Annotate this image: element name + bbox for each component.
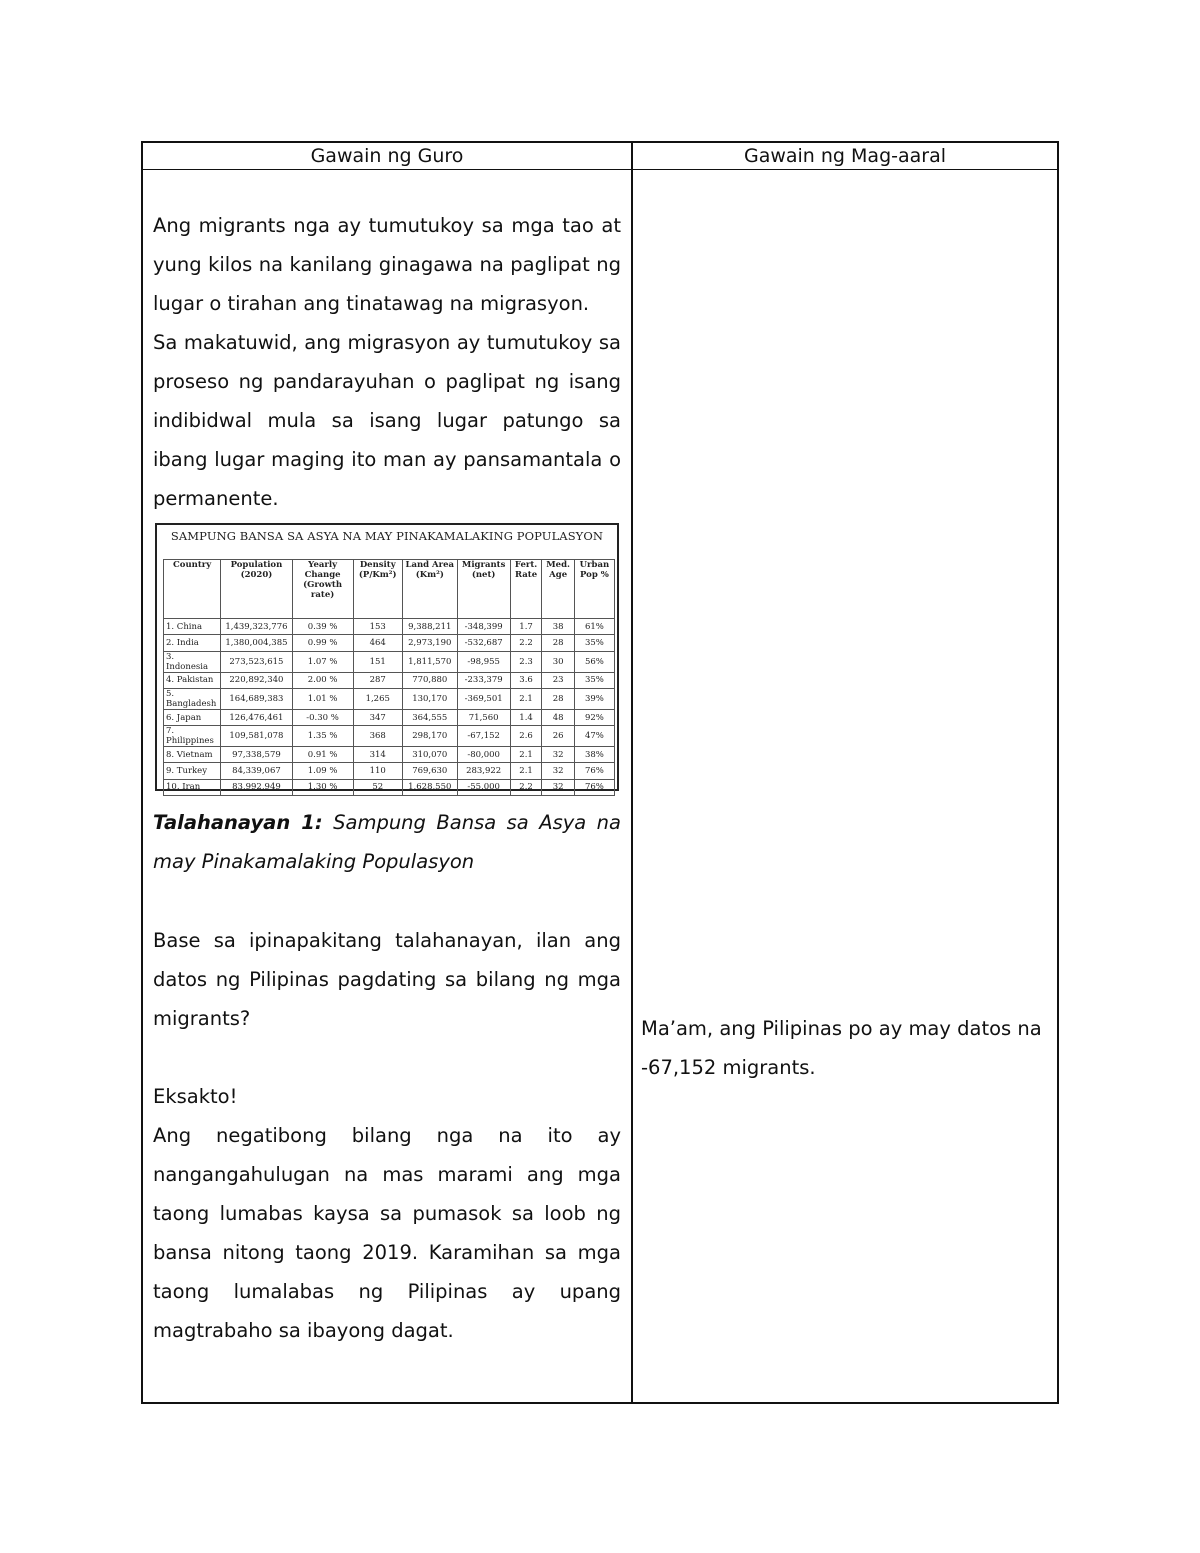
population-table-cell: 2.1 (510, 763, 542, 779)
population-table-cell: 1.07 % (292, 651, 353, 672)
country-cell: 3. Indonesia (164, 651, 221, 672)
student-answer: Ma’am, ang Pilipinas po ay may datos na -67,152 migrants. (641, 1017, 1042, 1079)
population-table-cell: 35% (574, 672, 614, 688)
population-table-cell: 347 (353, 709, 402, 725)
population-table-cell: 153 (353, 619, 402, 635)
population-table-cell: 298,170 (402, 726, 457, 747)
country-cell: 2. India (164, 635, 221, 651)
population-table-cell: 84,339,067 (221, 763, 292, 779)
population-table (163, 559, 615, 796)
population-table-cell: -55,000 (457, 779, 510, 795)
population-table-cell: 368 (353, 726, 402, 747)
population-column-header: Med. Age (542, 560, 574, 619)
population-table-cell: -80,000 (457, 747, 510, 763)
population-table-row (164, 651, 615, 672)
header-divider (143, 169, 1057, 170)
teacher-exclaim: Eksakto! (153, 1085, 238, 1108)
population-table-cell: 35% (574, 635, 614, 651)
country-cell: 5. Bangladesh (164, 688, 221, 709)
population-table-cell: 2.6 (510, 726, 542, 747)
population-column-header: Land Area (Km²) (402, 560, 457, 619)
population-table-image (155, 523, 619, 791)
population-table-row (164, 635, 615, 651)
population-column-header: Country (164, 560, 221, 619)
population-table-cell: 2.1 (510, 688, 542, 709)
population-table-cell: 464 (353, 635, 402, 651)
population-table-cell: 1,380,004,385 (221, 635, 292, 651)
population-table-cell: 0.99 % (292, 635, 353, 651)
population-table-cell: 2.3 (510, 651, 542, 672)
population-table-row (164, 763, 615, 779)
population-table-cell: 32 (542, 747, 574, 763)
population-table-cell: 770,880 (402, 672, 457, 688)
population-table-cell: 30 (542, 651, 574, 672)
population-table-cell: 47% (574, 726, 614, 747)
population-table-cell: 283,922 (457, 763, 510, 779)
country-cell: 1. China (164, 619, 221, 635)
population-table-cell: 97,338,579 (221, 747, 292, 763)
population-table-cell: 9,388,211 (402, 619, 457, 635)
population-column-header: Population (2020) (221, 560, 292, 619)
population-table-cell: 769,630 (402, 763, 457, 779)
migrants-definition-paragraph: Ang migrants nga ay tumutukoy sa mga tao at yung kilos na kanilang ginagawa na paglipat ng lugar o tirahan ang tinatawag na migrasyon. (153, 214, 621, 315)
table-caption-label: Talahanayan 1: (153, 811, 323, 834)
population-table-cell: -233,379 (457, 672, 510, 688)
country-cell: 6. Japan (164, 709, 221, 725)
population-table-cell: 2,973,190 (402, 635, 457, 651)
population-table-cell: 1,628,550 (402, 779, 457, 795)
population-table-title: SAMPUNG BANSA SA ASYA NA MAY PINAKAMALAKING POPULASYON (170, 529, 604, 543)
population-table-cell: 2.1 (510, 747, 542, 763)
population-table-cell: 38% (574, 747, 614, 763)
population-table-cell: 1,811,570 (402, 651, 457, 672)
population-table-cell: 310,070 (402, 747, 457, 763)
population-table-cell: 2.2 (510, 635, 542, 651)
population-table-cell: 38 (542, 619, 574, 635)
population-table-cell: -532,687 (457, 635, 510, 651)
header-teacher-activity: Gawain ng Guro (310, 145, 464, 167)
country-cell: 7. Philippines (164, 726, 221, 747)
country-cell: 8. Vietnam (164, 747, 221, 763)
population-table-cell: 273,523,615 (221, 651, 292, 672)
population-table-row (164, 688, 615, 709)
population-table-cell: 1.09 % (292, 763, 353, 779)
population-table-cell: 56% (574, 651, 614, 672)
population-column-header: Yearly Change (Growth rate) (292, 560, 353, 619)
population-table-cell: 2.2 (510, 779, 542, 795)
table-caption (153, 803, 621, 881)
population-table-cell: 1,265 (353, 688, 402, 709)
population-table-cell: 26 (542, 726, 574, 747)
teacher-question: Base sa ipinapakitang talahanayan, ilan ang datos ng Pilipinas pagdating sa bilang ng mga migrants? (153, 929, 621, 1030)
population-table-cell: 130,170 (402, 688, 457, 709)
population-table-body (164, 619, 615, 796)
population-table-cell: 28 (542, 688, 574, 709)
population-table-cell: 32 (542, 763, 574, 779)
population-table-cell: 2.00 % (292, 672, 353, 688)
country-cell: 4. Pakistan (164, 672, 221, 688)
population-table-cell: 126,476,461 (221, 709, 292, 725)
population-table-header-row (164, 560, 615, 619)
population-table-cell: 164,689,383 (221, 688, 292, 709)
population-table-cell: 109,581,078 (221, 726, 292, 747)
population-table-cell: 52 (353, 779, 402, 795)
population-table-cell: -0.30 % (292, 709, 353, 725)
population-table-cell: 76% (574, 779, 614, 795)
population-table-cell: 364,555 (402, 709, 457, 725)
country-cell: 9. Turkey (164, 763, 221, 779)
population-column-header: Fert. Rate (510, 560, 542, 619)
population-table-cell: 1.30 % (292, 779, 353, 795)
population-table-cell: 1,439,323,776 (221, 619, 292, 635)
population-table-cell: 83,992,949 (221, 779, 292, 795)
table-caption-text: Sampung Bansa sa Asya na may Pinakamalaking Populasyon (153, 811, 621, 873)
population-table-row (164, 672, 615, 688)
population-table-cell: 1.7 (510, 619, 542, 635)
population-table-cell: 0.91 % (292, 747, 353, 763)
population-column-header: Urban Pop % (574, 560, 614, 619)
teacher-explanation: Ang negatibong bilang nga na ito ay nangangahulugan na mas marami ang mga taong lumabas kaysa sa pumasok sa loob ng bansa nitong taong 2019. Karamihan sa mga taong lumalabas ng Pilipinas ay upang magtrabaho sa ibayong dagat. (153, 1124, 621, 1342)
population-table-row (164, 619, 615, 635)
population-table-cell: 71,560 (457, 709, 510, 725)
population-table-cell: 1.4 (510, 709, 542, 725)
column-divider (631, 143, 633, 1402)
population-table-cell: 23 (542, 672, 574, 688)
population-table-cell: 220,892,340 (221, 672, 292, 688)
population-table-cell: 39% (574, 688, 614, 709)
population-table-cell: 61% (574, 619, 614, 635)
header-student-activity: Gawain ng Mag-aaral (743, 145, 947, 167)
migration-definition-paragraph: Sa makatuwid, ang migrasyon ay tumutukoy sa proseso ng pandarayuhan o paglipat ng isang indibidwal mula sa isang lugar patungo sa ibang lugar maging ito man ay pansamantala o permanente. (153, 331, 621, 510)
population-table-cell: 76% (574, 763, 614, 779)
population-table-cell: -348,399 (457, 619, 510, 635)
population-table-cell: 48 (542, 709, 574, 725)
population-table-row (164, 726, 615, 747)
population-table-row (164, 747, 615, 763)
population-column-header: Migrants (net) (457, 560, 510, 619)
country-cell: 10. Iran (164, 779, 221, 795)
population-table-row (164, 779, 615, 795)
population-table-cell: 1.01 % (292, 688, 353, 709)
population-table-cell: 0.39 % (292, 619, 353, 635)
lesson-table (141, 141, 1059, 1404)
population-table-cell: 32 (542, 779, 574, 795)
population-table-cell: 287 (353, 672, 402, 688)
population-table-cell: 110 (353, 763, 402, 779)
population-column-header: Density (P/Km²) (353, 560, 402, 619)
population-table-cell: 3.6 (510, 672, 542, 688)
population-table-cell: 92% (574, 709, 614, 725)
population-table-cell: 28 (542, 635, 574, 651)
population-table-cell: 314 (353, 747, 402, 763)
population-table-row (164, 709, 615, 725)
population-table-cell: -369,501 (457, 688, 510, 709)
population-table-cell: 151 (353, 651, 402, 672)
population-table-cell: -98,955 (457, 651, 510, 672)
population-table-cell: -67,152 (457, 726, 510, 747)
population-table-cell: 1.35 % (292, 726, 353, 747)
